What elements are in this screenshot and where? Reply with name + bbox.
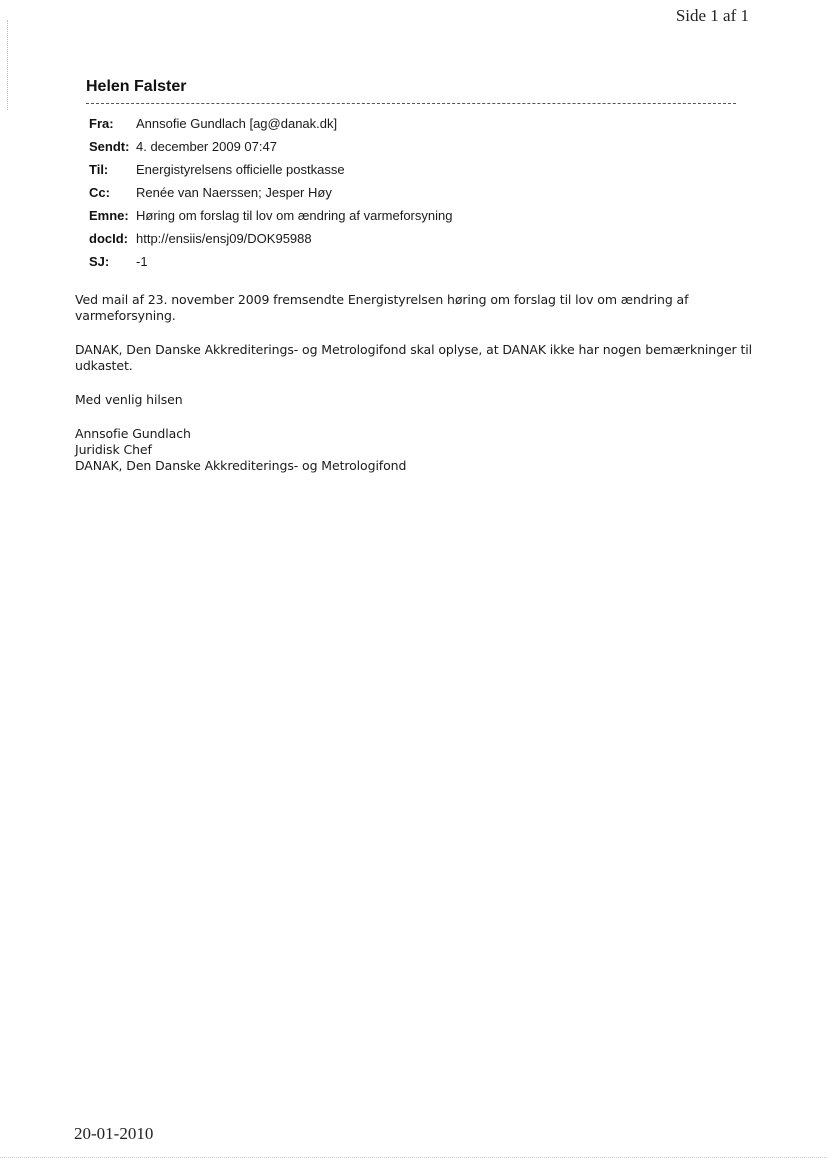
header-row-from xyxy=(89,116,452,139)
header-label: Emne: xyxy=(89,208,129,223)
body-paragraph-2: DANAK, Den Danske Akkrediterings- og Metrologifond skal oplyse, at DANAK ikke har nogen bemærkninger til udkastet. xyxy=(75,342,753,373)
header-label: SJ: xyxy=(89,254,110,269)
page-number: Side 1 af 1 xyxy=(675,6,749,25)
body-paragraph-1: Ved mail af 23. november 2009 fremsendte Energistyrelsen høring om forslag til lov om ændring af varmeforsyning. xyxy=(75,292,689,323)
header-row-sj xyxy=(89,254,452,277)
header-value-cc: Renée van Naerssen; Jesper Høy xyxy=(136,185,332,200)
header-value-from: Annsofie Gundlach [ag@danak.dk] xyxy=(136,116,338,131)
header-row-subject xyxy=(89,208,452,231)
scan-bottom-edge xyxy=(0,1157,827,1158)
header-row-to xyxy=(89,162,452,185)
header-label: docId: xyxy=(89,231,128,246)
header-label: Cc: xyxy=(89,185,110,200)
header-row-cc xyxy=(89,185,452,208)
header-value-subject: Høring om forslag til lov om ændring af varmeforsyning xyxy=(136,208,453,223)
sender-name: Helen Falster xyxy=(86,78,187,95)
header-label: Sendt: xyxy=(89,139,130,154)
header-value-to: Energistyrelsens officielle postkasse xyxy=(136,162,345,177)
header-row-docid xyxy=(89,231,452,254)
scan-edge-mark xyxy=(7,20,8,110)
footer-date: 20-01-2010 xyxy=(74,1124,154,1143)
header-divider xyxy=(86,103,736,104)
email-headers xyxy=(89,116,452,277)
header-value-sj: -1 xyxy=(136,254,148,269)
header-value-docid: http://ensiis/ensj09/DOK95988 xyxy=(136,231,312,246)
header-label: Til: xyxy=(89,162,109,177)
header-row-sent xyxy=(89,139,452,162)
email-body xyxy=(75,292,765,474)
signature-title: Juridisk Chef xyxy=(75,442,152,457)
signature-block xyxy=(75,426,765,474)
header-label: Fra: xyxy=(89,116,114,131)
signature-name: Annsofie Gundlach xyxy=(75,426,191,441)
closing-line: Med venlig hilsen xyxy=(75,392,183,407)
header-value-sent: 4. december 2009 07:47 xyxy=(136,139,277,154)
signature-organization: DANAK, Den Danske Akkrediterings- og Metrologifond xyxy=(75,458,407,473)
